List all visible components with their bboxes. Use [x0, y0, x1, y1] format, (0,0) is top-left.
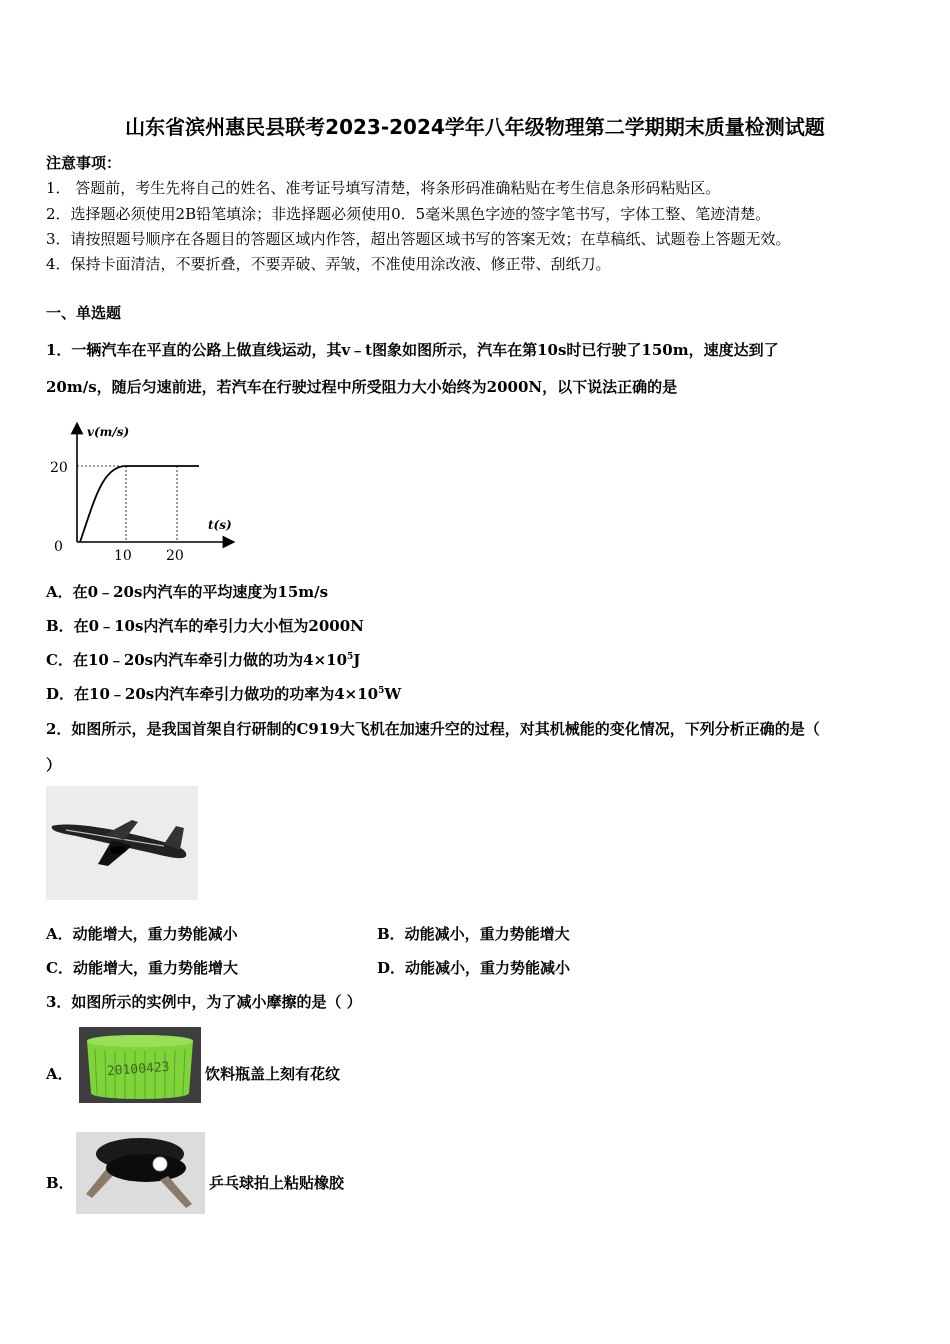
notice-item-1: 1． 答题前，考生先将自己的姓名、准考证号填写清楚，将条形码准确粘贴在考生信息条形码粘贴区。	[46, 179, 721, 197]
graph-origin: 0	[54, 539, 63, 555]
q1-option-b: B．在0﹣10s内汽车的牵引力大小恒为2000N	[46, 617, 364, 635]
q2-stem-line2: ）	[46, 756, 62, 774]
bottle-cap-printed-code: 20100423	[106, 1059, 170, 1080]
notice-heading: 注意事项：	[46, 154, 122, 172]
q1-option-a: A．在0﹣20s内汽车的平均速度为15m/s	[46, 583, 329, 601]
airplane-image	[46, 786, 198, 900]
q2-option-b: B．动能减小，重力势能增大	[377, 925, 570, 943]
page-title: 山东省滨州惠民县联考2023-2024学年八年级物理第二学期期末质量检测试题	[125, 115, 825, 139]
notice-item-3: 3．请按照题号顺序在各题目的答题区域内作答，超出答题区域书写的答案无效；在草稿纸、试题卷上答题无效。	[46, 230, 791, 248]
q1-stem-line2: 20m/s，随后匀速前进，若汽车在行驶过程中所受阻力大小始终为2000N，以下说法正确的是	[46, 378, 678, 396]
ping-pong-paddle-image	[76, 1132, 205, 1214]
q3-stem: 3．如图所示的实例中，为了减小摩擦的是（ ）	[46, 993, 362, 1011]
q3-option-b-label: B．	[46, 1174, 74, 1192]
q1-option-c: C．在10﹣20s内汽车牵引力做的功为$4\times 10^5J$	[46, 651, 361, 669]
q1-stem-line1: 1．一辆汽车在平直的公路上做直线运动，其v﹣t图象如图所示，汽车在第10s时已行驶了150m，速度达到了	[46, 341, 779, 359]
section-heading: 一、单选题	[46, 304, 122, 322]
q2-option-c: C．动能增大，重力势能增大	[46, 959, 238, 977]
graph-xtick-10: 10	[114, 548, 132, 564]
notice-item-4: 4．保持卡面清洁，不要折叠，不要弄破、弄皱，不准使用涂改液、修正带、刮纸刀。	[46, 255, 611, 273]
q3-option-b-text: 乒乓球拍上粘贴橡胶	[209, 1174, 345, 1192]
graph-xtick-20: 20	[166, 548, 184, 564]
bottle-cap-image	[79, 1027, 201, 1103]
q3-option-a-label: A．	[46, 1065, 73, 1083]
q2-option-d: D．动能减小，重力势能减小	[377, 959, 571, 977]
q2-stem-line1: 2．如图所示，是我国首架自行研制的C919大飞机在加速升空的过程，对其机械能的变化情况，下列分析正确的是（	[46, 720, 820, 738]
vt-graph	[44, 420, 244, 570]
notice-item-2: 2．选择题必须使用2B铅笔填涂；非选择题必须使用0．5毫米黑色字迹的签字笔书写，字体工整、笔迹清楚。	[46, 205, 771, 223]
graph-ylabel: v(m/s)	[87, 425, 130, 439]
q1-option-d: D．在10﹣20s内汽车牵引力做功的功率为$4\times 10^5W$	[46, 685, 402, 703]
q3-option-a-text: 饮料瓶盖上刻有花纹	[205, 1065, 341, 1083]
graph-ytick-20: 20	[50, 460, 68, 476]
graph-xlabel: t(s)	[208, 518, 232, 532]
velocity-curve	[80, 466, 199, 542]
q2-option-a: A．动能增大，重力势能减小	[46, 925, 238, 943]
